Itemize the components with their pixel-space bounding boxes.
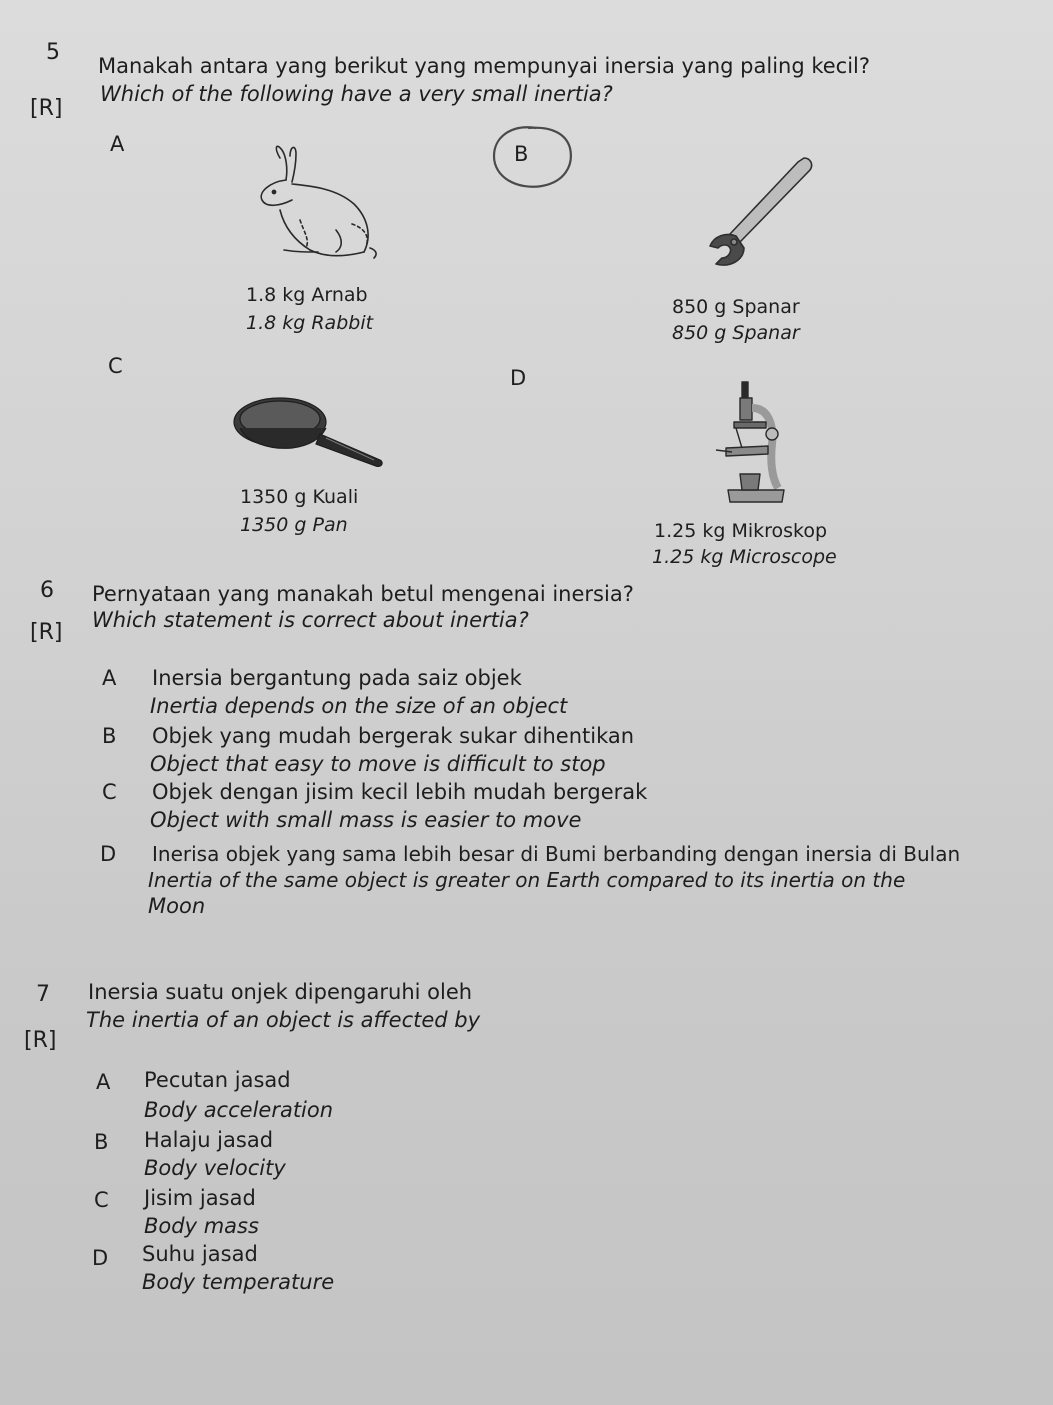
q6-option-c-en: Object with small mass is easier to move [150,808,582,832]
q6-option-d-letter: D [100,842,117,866]
q5-number: 5 [46,40,60,65]
q6-question-en: Which statement is correct about inertia? [92,608,529,632]
q7-option-b-ms: Halaju jasad [144,1128,274,1152]
q5-option-d-letter: D [510,366,527,390]
rabbit-icon [240,140,390,270]
q5-tag: [R] [30,96,63,121]
q7-number: 7 [36,982,50,1007]
q6-option-a-en: Inertia depends on the size of an object [150,694,568,718]
q6-tag: [R] [30,620,63,645]
q7-question-ms: Inersia suatu onjek dipengaruhi oleh [88,980,473,1004]
q7-tag: [R] [24,1028,57,1053]
q6-option-c-ms: Objek dengan jisim kecil lebih mudah bergerak [152,780,648,804]
frying-pan-icon [230,388,390,478]
q7-option-b-en: Body velocity [144,1156,286,1180]
q5-question-en: Which of the following have a very small inertia? [100,82,613,106]
q6-option-d-en-cont: Moon [148,894,206,918]
q5-option-b-caption-ms: 850 g Spanar [672,296,800,318]
q6-option-a-letter: A [102,666,117,690]
q7-question-en: The inertia of an object is affected by [86,1008,481,1032]
q5-option-c-letter: C [108,354,123,378]
q6-option-c-letter: C [102,780,117,804]
q5-question-ms: Manakah antara yang berikut yang mempunyai inersia yang paling kecil? [98,54,871,78]
q6-option-b-ms: Objek yang mudah bergerak sukar dihentikan [152,724,635,748]
q5-option-a-caption-en: 1.8 kg Rabbit [246,312,374,334]
q5-option-a-letter: A [110,132,125,156]
q5-option-d-caption-ms: 1.25 kg Mikroskop [654,520,828,542]
q6-option-d-ms: Inerisa objek yang sama lebih besar di Bumi berbanding dengan inersia di Bulan [152,842,961,866]
q5-option-a-caption-ms: 1.8 kg Arnab [246,284,368,306]
q7-option-d-letter: D [92,1246,109,1270]
q6-question-ms: Pernyataan yang manakah betul mengenai inersia? [92,582,634,606]
q6-number: 6 [40,578,54,603]
q6-option-a-ms: Inersia bergantung pada saiz objek [152,666,522,690]
q7-option-d-en: Body temperature [142,1270,335,1294]
q5-option-c-caption-ms: 1350 g Kuali [240,486,359,508]
q5-option-b-caption-en: 850 g Spanar [672,322,800,344]
q7-option-a-letter: A [96,1070,111,1094]
q6-option-b-letter: B [102,724,117,748]
q6-option-b-en: Object that easy to move is difficult to stop [150,752,606,776]
q6-option-d-en: Inertia of the same object is greater on Earth compared to its inertia on the [148,868,906,892]
q7-option-c-en: Body mass [144,1214,259,1238]
q7-option-c-letter: C [94,1188,109,1212]
q7-option-c-ms: Jisim jasad [144,1186,256,1210]
q7-option-b-letter: B [94,1130,109,1154]
q5-option-d-caption-en: 1.25 kg Microscope [652,546,837,568]
q7-option-a-en: Body acceleration [144,1098,334,1122]
q5-option-c-caption-en: 1350 g Pan [240,514,348,536]
q7-option-d-ms: Suhu jasad [142,1242,258,1266]
q7-option-a-ms: Pecutan jasad [144,1068,291,1092]
q5-option-b-letter: B [514,142,529,166]
answer-circle-mark [488,122,578,194]
wrench-icon [700,152,820,272]
microscope-icon [712,378,792,508]
